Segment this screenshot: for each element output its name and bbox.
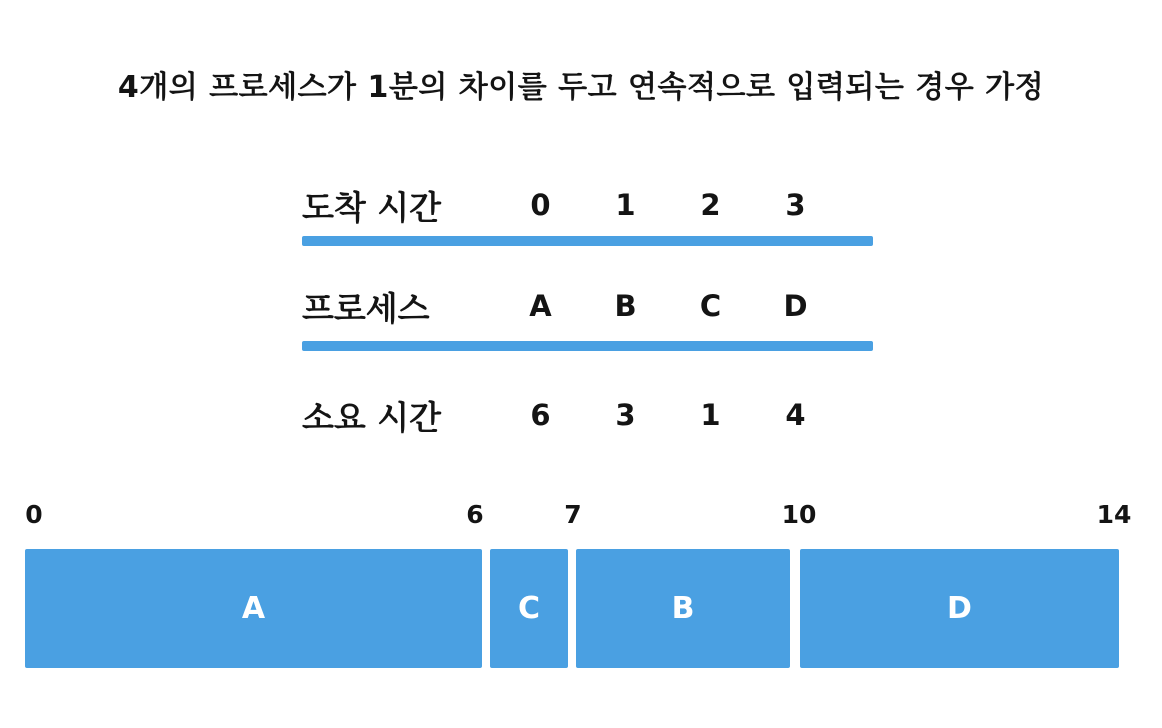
gantt-block-label: B [671, 591, 695, 626]
burst-time-value-a: 6 [530, 398, 551, 432]
gantt-block-label: D [947, 591, 972, 626]
gantt-block-process-b [576, 549, 790, 668]
arrival-time-label: 도착 시간 [302, 187, 442, 227]
gantt-block-label: A [241, 591, 266, 626]
burst-time-value-d: 4 [785, 398, 806, 432]
table-row-process [302, 276, 873, 336]
process-name-c: C [699, 289, 722, 323]
table-row-burst-time [302, 385, 873, 445]
gantt-block-process-d [800, 549, 1119, 668]
gantt-tick-10: 10 [781, 500, 817, 529]
gantt-tick-6: 6 [466, 500, 484, 529]
process-name-b: B [614, 289, 637, 323]
table-row-arrival-time [302, 175, 873, 235]
burst-time-value-c: 1 [700, 398, 721, 432]
gantt-tick-7: 7 [564, 500, 582, 529]
gantt-tick-0: 0 [25, 500, 43, 529]
burst-time-value-b: 3 [615, 398, 636, 432]
arrival-time-value-c: 2 [700, 188, 721, 222]
gantt-block-label: C [517, 591, 541, 626]
arrival-time-value-a: 0 [530, 188, 551, 222]
process-name-d: D [783, 289, 808, 323]
arrival-time-value-b: 1 [615, 188, 636, 222]
gantt-tick-14: 14 [1096, 500, 1132, 529]
arrival-time-value-d: 3 [785, 188, 806, 222]
table-divider-bottom [302, 341, 873, 351]
process-label: 프로세스 [302, 288, 430, 328]
gantt-block-process-c [490, 549, 568, 668]
gantt-block-process-a [25, 549, 482, 668]
diagram-title: 4개의 프로세스가 1분의 차이를 두고 연속적으로 입력되는 경우 가정 [117, 70, 1045, 105]
process-name-a: A [529, 289, 552, 323]
table-divider-top [302, 236, 873, 246]
burst-time-label: 소요 시간 [302, 397, 442, 437]
